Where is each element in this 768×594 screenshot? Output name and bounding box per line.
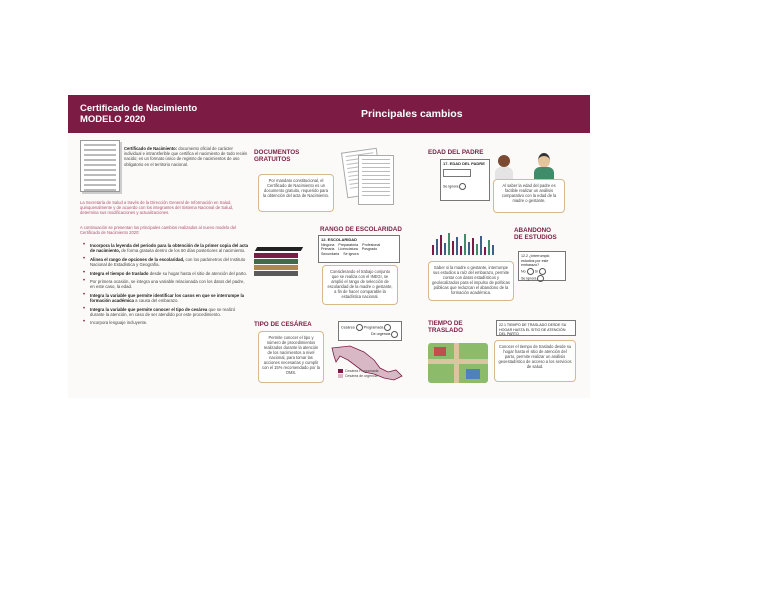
title-line-2: MODELO 2020 [80, 114, 146, 125]
bullet-item: • Integra la variable que permite conocer el tipo de cesárea que se realizó durante la atención, en caso de ser atendido por este procedimiento. [80, 307, 250, 318]
bullet-list [80, 243, 250, 329]
bullet-item: • Incorpora lenguaje incluyente. [80, 320, 250, 325]
bullet-item: • Por primera ocasión, se integra una variable relacionada con los datos del padre, en este caso, la edad. [80, 279, 250, 290]
bullet-item: • Integra la variable que permite identificar los casos en que se interrumpe la formación académica a causa del embarazo. [80, 293, 250, 304]
cesarea-legend: Cesárea Programada Cesárea de urgencia [338, 369, 378, 379]
cesarea-form: Cesárea Programada De urgencia [338, 321, 402, 341]
bullet-item: • Alinea el rango de opciones de la escolaridad, con los parámetros del Instituto Nacional de Estadística y Geografía. [80, 257, 250, 268]
docs-section-title: DOCUMENTOS GRATUITOS [254, 149, 300, 163]
intro-text [124, 146, 250, 167]
paragraph-2: A continuación se presentan los principales cambios realizados al nuevo modelo del Certificado de Nacimiento 2020: [80, 225, 236, 236]
infographic-sheet [68, 95, 590, 398]
docs-text-box: Por mandato constitucional, el Certificado de Nacimiento es un documento gratuito, requerido para la obtención del acta de Nacimiento. [258, 174, 334, 212]
paragraph-1: La Secretaría de Salud a través de la Dirección General de Información en Salud, quinquenalmente y de acuerdo con los integrantes del Sistema Nacional de Salud, determina sus modificaciones y actualizaciones. [80, 200, 234, 216]
man-body-icon [534, 167, 554, 179]
cesarea-text-box: Permite conocer el tipo y número de procedimientos realizados durante la atención de los nacimientos a nivel nacional, para tomar las acciones necesarias y cumplir con el 15% recomendado por la OMS. [258, 331, 324, 383]
woman-body-icon [495, 167, 513, 179]
dropout-form: 12.2 ¿Interrumpió estudios por este embarazo? No Sí Se ignora [518, 251, 566, 281]
books-icon [254, 253, 298, 279]
father-age-form: 17. EDAD DEL PADRE Se ignora [440, 159, 490, 201]
section-heading: Principales cambios [361, 108, 463, 120]
man-head-icon [538, 153, 550, 168]
school-text-box: Considerando el trabajo conjunto que se realiza con el INEGI, se amplió el rango de selección de escolaridad de la madre o gestante, a fin de hacer comparable la estadística nacional. [322, 265, 398, 305]
intro-body: documento oficial de carácter individual e intransferible que certifica el nacimiento de todo recién nacido; es un formato único de registro de nacimientos de uso obligatorio en el territorio nacional. [124, 146, 248, 167]
travel-form: 22.1 TIEMPO DE TRASLADO DESDE SU HOGAR HASTA EL SITIO DE ATENCIÓN DEL PARTO [496, 320, 576, 336]
graduation-cap-icon [255, 247, 303, 251]
dropout-section-title: ABANDONO DE ESTUDIOS [514, 227, 557, 241]
travel-section-title: TIEMPO DE TRASLADO [428, 320, 463, 334]
document-icon [358, 155, 394, 205]
certificate-thumbnail [80, 140, 120, 192]
father-section-title: EDAD DEL PADRE [428, 149, 484, 156]
woman-head-icon [498, 155, 510, 167]
dropout-text-box: Saber si la madre o gestante, interrumpe sus estudios a raíz del embarazo, permite contar con datos estadísticos y geolocalizados para el impulso de políticas públicas que reduzcan el abandono de la formación académica. [428, 261, 514, 301]
cesarea-section-title: TIPO DE CESÁREA [254, 321, 312, 328]
father-text-box: Al saber la edad del padre es factible realizar un análisis comparativo con la edad de la madre o gestante. [493, 179, 565, 213]
intro-bold: Certificado de Nacimiento: [124, 146, 178, 151]
document-title [80, 103, 197, 125]
dropout-bar-graphic [432, 231, 498, 255]
bullet-item: • Incorpora la leyenda del periodo para la obtención de la primer copia del acta de nacimiento, de forma gratuita dentro de los 60 días posteriores al nacimiento. [80, 243, 250, 254]
travel-map-illustration [428, 343, 488, 383]
travel-text-box: Conocer el tiempo de traslado desde su hogar hasta el sitio de atención del parto, permite realizar un análisis geoestadístico de acceso a los servicios de salud. [494, 340, 576, 382]
header-banner [68, 95, 590, 133]
school-section-title: RANGO DE ESCOLARIDAD [320, 226, 402, 233]
bullet-item: • Integra el tiempo de traslado desde su hogar hasta el sitio de atención del parto. [80, 271, 250, 276]
school-form: 12. ESCOLARIDAD Ninguna Preparatoria Profesional Primaria Licenciatura Posgrado Secundaria Se ignora [318, 235, 400, 263]
title-line-1: Certificado de Nacimiento [80, 103, 198, 114]
